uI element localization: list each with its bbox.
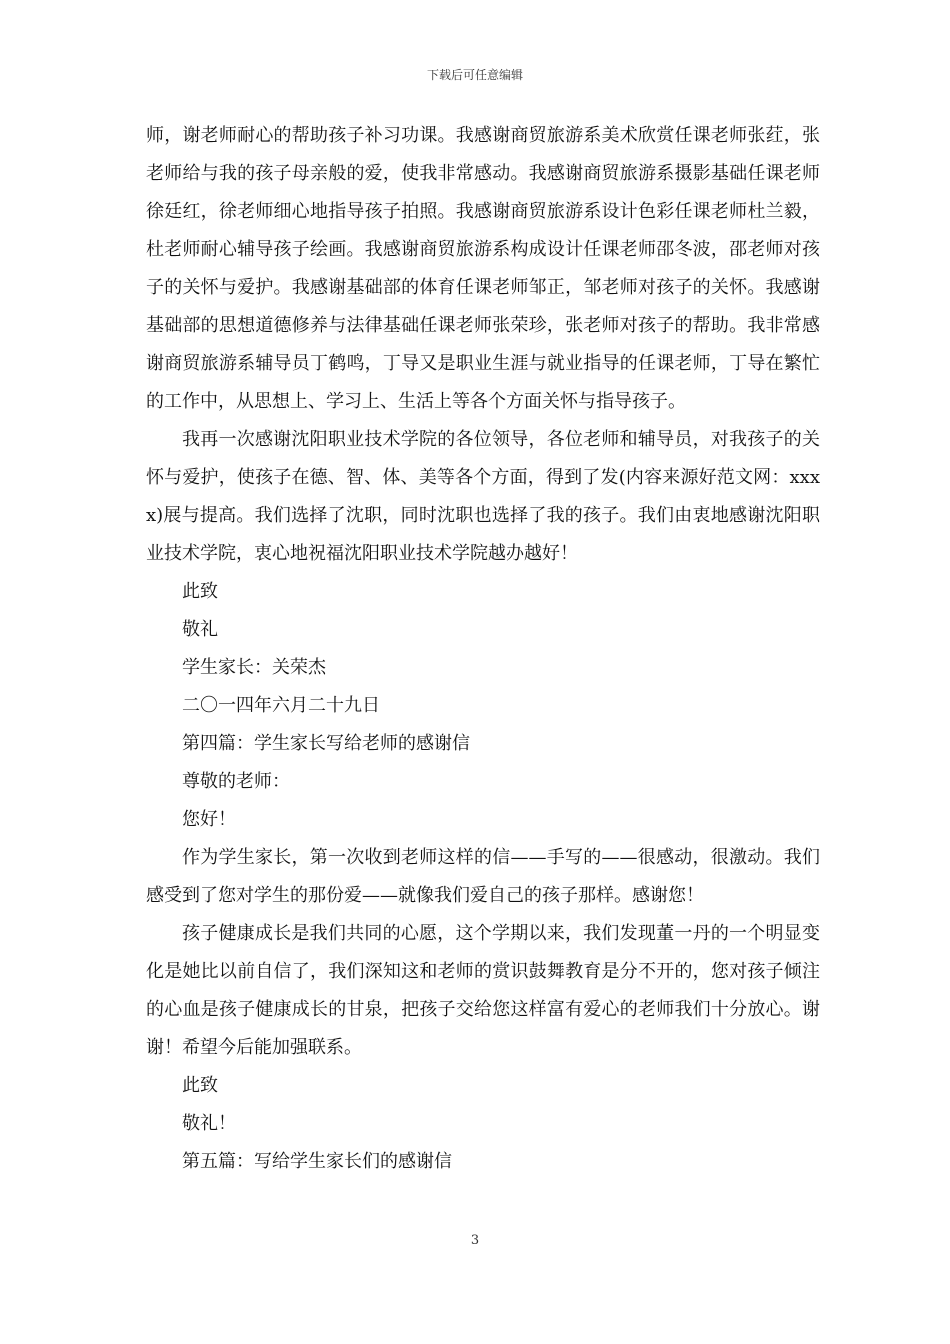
body-paragraph: 我再一次感谢沈阳职业技术学院的各位领导，各位老师和辅导员，对我孩子的关怀与爱护，使孩子在德、智、体、美等各个方面，得到了发(内容来源好范文网：xxxx)展与提高。我们选择了沈职，同时沈职也选择了我的孩子。我们由衷地感谢沈阳职业技术学院，衷心地祝福沈阳职业技术学院越办越好！ [146, 429, 820, 564]
page-header-note: 下载后可任意编辑 [426, 68, 523, 82]
body-paragraph: 作为学生家长，第一次收到老师这样的信——手写的——很感动，很激动。我们感受到了您对学生的那份爱——就像我们爱自己的孩子那样。感谢您！ [146, 847, 820, 906]
closing-salutation: 此致 [182, 581, 218, 602]
letter-greeting: 尊敬的老师： [182, 771, 290, 792]
document-body [146, 117, 820, 1181]
signature-line: 学生家长：关荣杰 [182, 657, 326, 678]
page-number: 3 [470, 1233, 480, 1248]
closing-regards: 敬礼 [182, 619, 218, 640]
letter-hello: 您好！ [182, 809, 236, 830]
body-paragraph: 师，谢老师耐心的帮助孩子补习功课。我感谢商贸旅游系美术欣赏任课老师张荭，张老师给与我的孩子母亲般的爱，使我非常感动。我感谢商贸旅游系摄影基础任课老师徐廷红，徐老师细心地指导孩子拍照。我感谢商贸旅游系设计色彩任课老师杜兰毅，杜老师耐心辅导孩子绘画。我感谢商贸旅游系构成设计任课老师邵冬波，邵老师对孩子的关怀与爱护。我感谢基础部的体育任课老师邹正，邹老师对孩子的关怀。我感谢基础部的思想道德修养与法律基础任课老师张荣珍，张老师对孩子的帮助。我非常感谢商贸旅游系辅导员丁鹤鸣，丁导又是职业生涯与就业指导的任课老师，丁导在繁忙的工作中，从思想上、学习上、生活上等各个方面关怀与指导孩子。 [146, 125, 820, 412]
section-heading: 第五篇：写给学生家长们的感谢信 [182, 1151, 452, 1172]
closing-salutation: 此致 [182, 1075, 218, 1096]
section-heading: 第四篇：学生家长写给老师的感谢信 [182, 733, 470, 754]
closing-regards: 敬礼！ [182, 1113, 236, 1134]
body-paragraph: 孩子健康成长是我们共同的心愿，这个学期以来，我们发现董一丹的一个明显变化是她比以前自信了，我们深知这和老师的赏识鼓舞教育是分不开的，您对孩子倾注的心血是孩子健康成长的甘泉，把孩子交给您这样富有爱心的老师我们十分放心。谢谢！希望今后能加强联系。 [146, 923, 820, 1058]
date-line: 二〇一四年六月二十九日 [182, 695, 380, 716]
